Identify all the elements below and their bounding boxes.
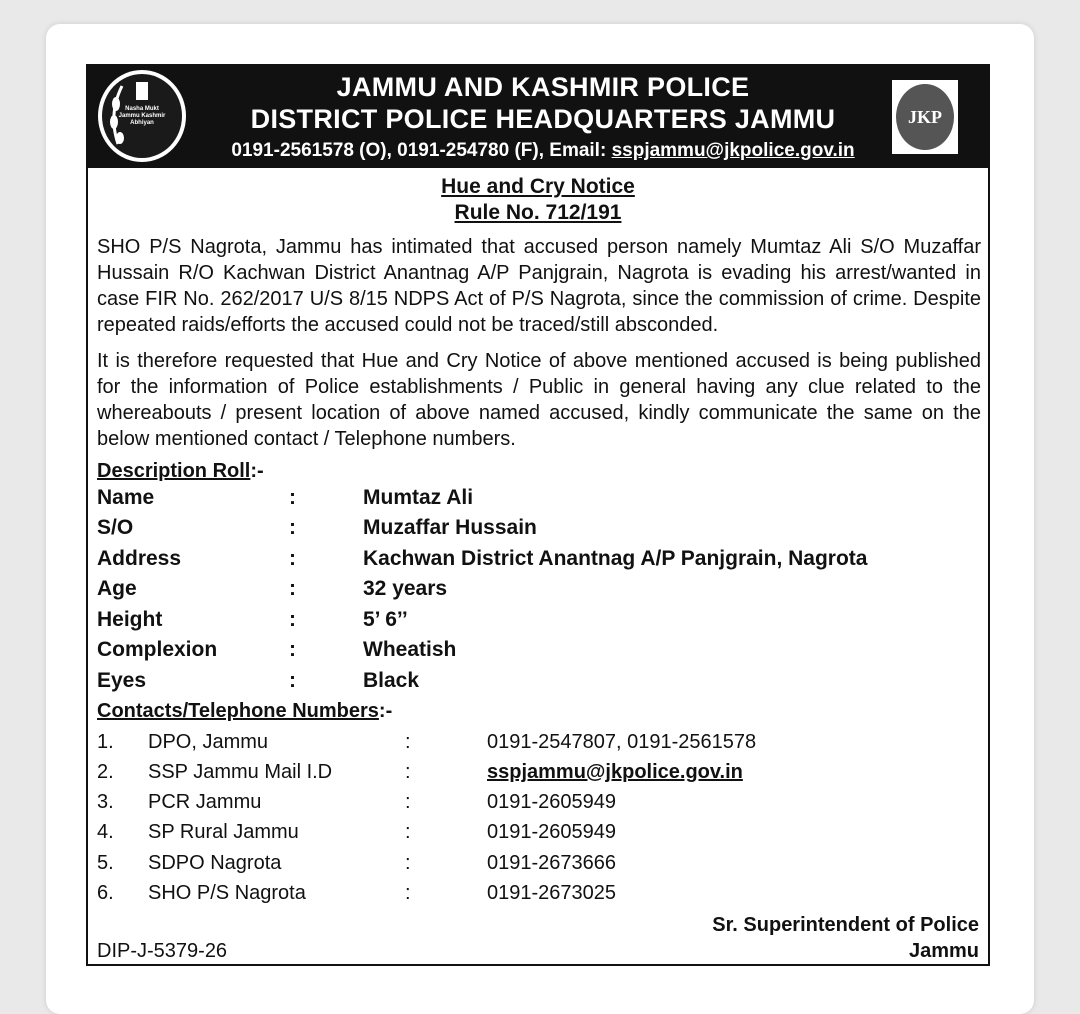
field-value: Wheatish <box>363 638 457 661</box>
field-label: Age <box>97 577 137 600</box>
description-roll-heading-text: Description Roll <box>97 460 251 482</box>
field-separator: : <box>289 608 296 631</box>
description-row <box>97 638 977 668</box>
contact-office: DPO, Jammu <box>148 731 269 753</box>
hue-and-cry-notice <box>86 64 990 966</box>
signatory-title: Sr. Superintendent of Police <box>712 914 979 936</box>
contact-separator: : <box>405 821 411 843</box>
contact-office: SSP Jammu Mail I.D <box>148 761 333 783</box>
contact-office: PCR Jammu <box>148 791 262 813</box>
description-row <box>97 577 977 607</box>
field-label: Address <box>97 547 182 570</box>
contact-phone: 0191-2605949 <box>487 791 617 813</box>
field-label: Complexion <box>97 638 218 661</box>
field-label: Eyes <box>97 669 147 692</box>
contacts-heading-text: Contacts/Telephone Numbers <box>97 700 379 722</box>
field-separator: : <box>289 577 296 600</box>
field-separator: : <box>289 547 296 570</box>
request-paragraph: It is therefore requested that Hue and Cry Notice of above mentioned accused is being published for the information of Police establishments / Public in general having any clue related to the whereabouts / present location of above named accused, kindly communicate the same on the below mentioned contact / Telephone numbers. <box>97 350 981 450</box>
contact-separator: : <box>405 761 411 783</box>
heading-suffix: :- <box>250 460 264 482</box>
contact-row <box>97 821 977 851</box>
description-row <box>97 547 977 577</box>
intimation-paragraph: SHO P/S Nagrota, Jammu has intimated that accused person namely Mumtaz Ali S/O Muzaffar Hussain R/O Kachwan District Anantnag A/P Panjgrain, Nagrota is evading his arrest/wanted in case FIR No. 262/2017 U/S 8/15 NDPS Act of P/S Nagrota, since the commission of crime. Despite repeated raids/efforts the accused could not be traced/still absconded. <box>97 236 981 336</box>
contact-separator: : <box>405 791 411 813</box>
contact-office: SDPO Nagrota <box>148 852 282 874</box>
heading-suffix: :- <box>378 700 393 722</box>
contact-number-index: 3. <box>97 791 114 813</box>
field-label: Name <box>97 486 155 509</box>
description-row <box>97 486 977 516</box>
contact-email-link[interactable]: sspjammu@jkpolice.gov.in <box>487 761 743 783</box>
field-value: Kachwan District Anantnag A/P Panjgrain, Nagrota <box>363 547 868 570</box>
contact-number-index: 2. <box>97 761 114 783</box>
contact-number-index: 4. <box>97 821 114 843</box>
org-name: JAMMU AND KASHMIR POLICE <box>336 72 750 102</box>
header-email-link[interactable]: sspjammu@jkpolice.gov.in <box>611 140 855 161</box>
contact-number-index: 1. <box>97 731 114 753</box>
description-row <box>97 516 977 546</box>
field-separator: : <box>289 669 296 692</box>
contact-separator: : <box>405 882 411 904</box>
contact-separator: : <box>405 852 411 874</box>
field-value: Muzaffar Hussain <box>363 516 537 539</box>
field-value: 32 years <box>363 577 448 600</box>
logo-text: Nasha Mukt Jammu Kashmir Abhiyan <box>118 106 166 126</box>
field-value: Black <box>363 669 420 692</box>
contact-row <box>97 882 977 912</box>
contact-phone: 0191-2673666 <box>487 852 617 874</box>
contact-phone: 0191-2605949 <box>487 821 617 843</box>
nasha-mukt-logo-icon <box>98 70 186 162</box>
contact-phone: 0191-2673025 <box>487 882 617 904</box>
field-separator: : <box>289 638 296 661</box>
description-row <box>97 608 977 638</box>
field-separator: : <box>289 516 296 539</box>
contact-line <box>188 140 898 162</box>
contact-row <box>97 731 977 761</box>
description-roll-heading <box>97 460 264 483</box>
dip-reference: DIP-J-5379-26 <box>97 940 228 962</box>
field-value: Mumtaz Ali <box>363 486 474 509</box>
contact-number-index: 6. <box>97 882 114 904</box>
phone-numbers: 0191-2561578 (O), 0191-254780 (F), Email: <box>231 140 612 161</box>
contact-separator: : <box>405 731 411 753</box>
contact-row <box>97 761 977 791</box>
contact-row <box>97 852 977 882</box>
field-value: 5’ 6’’ <box>363 608 408 631</box>
field-label: S/O <box>97 516 134 539</box>
notice-title-block <box>88 174 988 226</box>
signatory-place: Jammu <box>908 940 979 962</box>
emblem-text: JKP <box>896 84 954 150</box>
notice-header <box>88 66 988 168</box>
field-label: Height <box>97 608 163 631</box>
contact-phone: 0191-2547807, 0191-2561578 <box>487 731 757 753</box>
rule-number: Rule No. 712/191 <box>454 201 622 224</box>
contacts-heading <box>97 700 392 723</box>
notice-title: Hue and Cry Notice <box>441 175 635 198</box>
contact-office: SP Rural Jammu <box>148 821 299 843</box>
office-name: DISTRICT POLICE HEADQUARTERS JAMMU <box>250 104 836 134</box>
contact-row <box>97 791 977 821</box>
jk-police-emblem-icon <box>892 80 958 154</box>
description-row <box>97 669 977 699</box>
contact-office: SHO P/S Nagrota <box>148 882 306 904</box>
contact-number-index: 5. <box>97 852 114 874</box>
field-separator: : <box>289 486 296 509</box>
